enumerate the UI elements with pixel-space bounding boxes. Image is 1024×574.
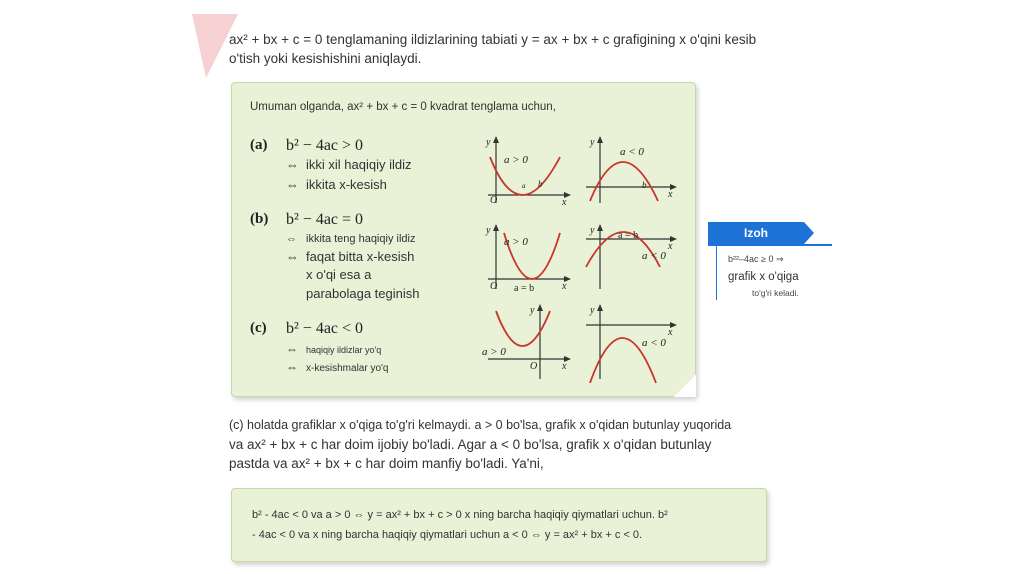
case-a-line-2: ⇔ ikkita x-kesish [286,177,387,192]
iff-arrow-icon: ⇔ [286,360,298,374]
case-a-letter: (a) [250,137,268,153]
x-axis-label: x [668,241,673,252]
y-axis-label: y [486,225,491,236]
x-axis-label: x [562,361,567,372]
iff-arrow-icon: ⇔ [286,157,299,172]
note-tab-arrow [804,222,814,244]
iff-arrow-icon: ⇔ [286,233,297,245]
explanation-paragraph [229,416,829,473]
intro-line-2: o'tish yoki kesishishini aniqlaydi. [229,51,422,66]
y-axis-label: y [590,305,595,316]
case-b-line-2: ⇔ faqat bitta x-kesish [286,249,415,264]
graph-c2-label: a < 0 [642,337,666,349]
graph-b2-label: a = b [618,230,639,241]
body-line-1: (c) holatda grafiklar x o'qiga to'g'ri kelmaydi. a > 0 bo'lsa, grafik x o'qidan butunlay yuqorida [229,418,732,432]
case-b-line-1: ⇔ ikkita teng haqiqiy ildiz [286,233,416,245]
case-b-letter: (b) [250,211,269,227]
graph-b1-vertex-label: a = b [514,283,535,294]
graph-b2-sign-label: a < 0 [642,250,666,262]
note-line-3: to'g'ri keladi. [752,288,799,298]
y-axis-label: y [590,225,595,236]
origin-label: O [530,361,538,372]
graph-c1-label: a > 0 [482,346,506,358]
body-line-3: pastda va ax² + bx + c har doim manfiy bo'ladi. Ya'ni, [229,456,544,471]
note-callout [708,222,832,302]
page-fold-decoration [674,375,696,397]
parabola-graphs [482,133,692,383]
case-a-condition: b² − 4ac > 0 [286,137,364,154]
case-c-condition: b² − 4ac < 0 [286,320,364,337]
note-side-bar [716,246,717,300]
case-b-line-4: parabolaga teginish [306,286,420,301]
case-a-line-1: ⇔ ikki xil haqiqiy ildiz [286,157,412,172]
case-c-line-2: ⇔ x-kesishmalar yo'q [286,360,389,374]
root-b-label: b [538,179,543,189]
y-axis-label: y [486,137,491,148]
origin-label: O [490,281,498,292]
note-underline [708,244,832,246]
summary-box [231,488,767,562]
case-b-line-3: x o'qi esa a [306,267,372,282]
note-line-2: grafik x o'qiga [728,271,799,283]
iff-arrow-icon: ⇔ [286,177,299,192]
y-axis-label: y [590,137,595,148]
intro-line-1: ax² + bx + c = 0 tenglamaning ildizlarining tabiati y = ax + bx + c grafigining x o'qini kesib [229,32,757,47]
note-title: Izoh [708,222,804,244]
case-c-letter: (c) [250,320,267,336]
graph-a1-label: a > 0 [504,154,528,166]
case-b-condition: b² − 4ac = 0 [286,211,364,228]
note-line-1: b²²–4ac ≥ 0 ⇒ [728,254,784,264]
x-axis-label: x [562,197,567,208]
root-b2-label: b [642,180,647,190]
panel-heading: Umuman olganda, ax² + bx + c = 0 kvadrat tenglama uchun, [250,101,556,113]
case-c-line-1: ⇔ haqiqiy ildizlar yo'q [286,342,382,356]
iff-arrow-icon: ⇔ [286,249,299,264]
y-axis-label: y [530,305,535,316]
root-a-label: a [522,182,526,190]
x-axis-label: x [668,189,673,200]
intro-paragraph [229,30,829,68]
body-line-2: va ax² + bx + c har doim ijobiy bo'ladi. Agar a < 0 bo'lsa, grafik x o'qidan butunlay [229,437,712,452]
summary-line-2: - 4ac < 0 va x ning barcha haqiqiy qiymatlari uchun a < 0 ⇔ y = ax² + bx + c < 0. [252,529,643,541]
quadratic-cases-panel [231,82,696,397]
graph-a2-label: a < 0 [620,146,644,158]
summary-line-1: b² - 4ac < 0 va a > 0 ⇔ y = ax² + bx + c > 0 x ning barcha haqiqiy qiymatlari uchun. b² [252,509,668,521]
graph-b1-label: a > 0 [504,236,528,248]
parabola-curves [490,157,660,383]
iff-arrow-icon: ⇔ [286,342,298,356]
origin-label: O [490,195,498,206]
x-axis-label: x [668,327,673,338]
x-axis-label: x [562,281,567,292]
